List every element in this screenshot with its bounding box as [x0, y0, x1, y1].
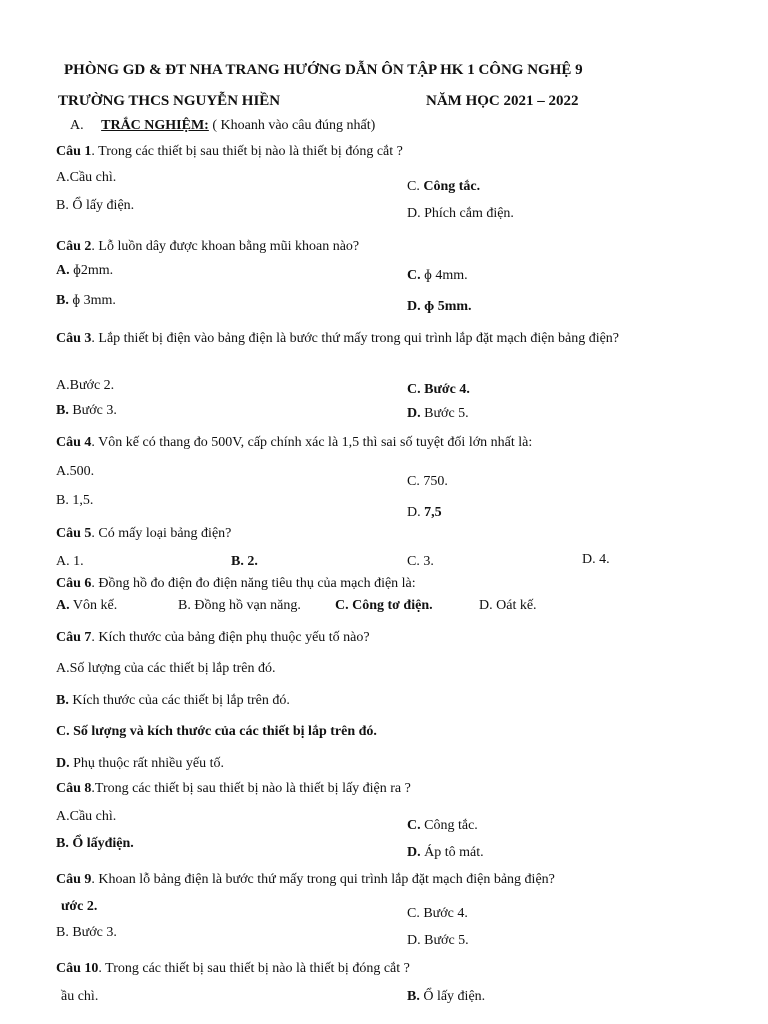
question-3	[56, 328, 696, 350]
option-text: Ổ lấy điện.	[68, 198, 135, 213]
option-key: D.	[407, 406, 421, 421]
option-key: C.	[407, 474, 420, 489]
option-text: 7,5	[420, 505, 442, 520]
q7-option-c[interactable]	[56, 724, 377, 740]
option-key: A.	[56, 170, 70, 185]
option-text: Số lượng và kích thước của các thiết bị lắp trên đó.	[69, 724, 377, 739]
q3-option-d[interactable]	[407, 406, 469, 422]
option-text: Công tắc.	[419, 179, 481, 194]
q10-option-a[interactable]	[61, 989, 98, 1005]
question-text: . Kích thước của bảng điện phụ thuộc yếu tố nào?	[91, 630, 370, 645]
q4-option-a[interactable]	[56, 464, 94, 480]
question-text: . Đồng hồ đo điện đo điện năng tiêu thụ của mạch điện là:	[91, 576, 416, 591]
q8-option-a[interactable]	[56, 809, 116, 825]
header-line-1: PHÒNG GD & ĐT NHA TRANG HƯỚNG DẪN ÔN TẬP HK 1 CÔNG NGHỆ 9	[64, 62, 583, 78]
option-key: B.	[407, 989, 420, 1004]
q1-option-c[interactable]	[407, 179, 480, 195]
option-key: C.	[335, 598, 349, 613]
option-text: Cầu chì.	[69, 809, 117, 824]
q8-option-c[interactable]	[407, 818, 478, 834]
question-label: Câu 6	[56, 576, 92, 591]
q1-option-b[interactable]	[56, 198, 134, 214]
q5-option-a[interactable]	[56, 554, 84, 570]
option-key: B.	[56, 836, 69, 851]
question-text: . Lỗ luồn dây được khoan bằng mũi khoan nào?	[91, 239, 360, 254]
question-5	[56, 526, 231, 542]
option-key: A.	[56, 809, 70, 824]
option-text: Cầu chì.	[69, 170, 117, 185]
option-key: D.	[407, 845, 421, 860]
q7-option-d[interactable]	[56, 756, 224, 772]
option-key: B.	[56, 293, 69, 308]
option-text: Bước 4.	[420, 382, 470, 397]
option-key: B.	[231, 554, 244, 569]
q2-option-d[interactable]	[407, 299, 472, 315]
question-8	[56, 781, 411, 797]
q3-option-c[interactable]	[407, 382, 470, 398]
q5-option-d[interactable]	[582, 552, 610, 568]
q6-option-b[interactable]	[178, 598, 301, 614]
option-text: Đồng hồ vạn năng.	[190, 598, 301, 613]
q10-option-b[interactable]	[407, 989, 485, 1005]
q4-option-c[interactable]	[407, 474, 448, 490]
q1-option-a[interactable]	[56, 170, 116, 186]
option-key: D.	[479, 598, 493, 613]
option-key: C.	[407, 268, 421, 283]
option-text: 3.	[419, 554, 434, 569]
question-label: Câu 1	[56, 144, 92, 159]
question-text: . Trong các thiết bị sau thiết bị nào là thiết bị đóng cắt ?	[98, 961, 410, 976]
option-key: D.	[56, 756, 70, 771]
option-key: D.	[407, 299, 421, 314]
option-text: Kích thước của các thiết bị lắp trên đó.	[68, 693, 290, 708]
q9-option-a[interactable]	[61, 899, 97, 915]
q6-option-c[interactable]	[335, 598, 433, 614]
option-text: Phụ thuộc rất nhiều yếu tố.	[69, 756, 224, 771]
question-label: Câu 5	[56, 526, 92, 541]
section-note: ( Khoanh vào câu đúng nhất)	[208, 118, 376, 133]
question-label: Câu 7	[56, 630, 92, 645]
q7-option-b[interactable]	[56, 693, 290, 709]
option-key: C.	[407, 179, 420, 194]
question-label: Câu 10	[56, 961, 99, 976]
q5-option-c[interactable]	[407, 554, 434, 570]
option-key: B.	[56, 693, 69, 708]
option-text: ầu chì.	[61, 989, 99, 1004]
question-label: Câu 4	[56, 435, 92, 450]
option-text: Công tơ điện.	[348, 598, 433, 613]
option-key: C.	[407, 906, 420, 921]
question-label: Câu 3	[56, 331, 92, 346]
option-key: D.	[407, 505, 421, 520]
option-text: 500.	[69, 464, 95, 479]
question-text: .Trong các thiết bị sau thiết bị nào là thiết bị lấy điện ra ?	[91, 781, 411, 796]
q4-option-d[interactable]	[407, 505, 442, 521]
option-text: 750.	[419, 474, 448, 489]
option-text: Oát kế.	[492, 598, 537, 613]
question-6	[56, 576, 416, 592]
option-key: B.	[56, 925, 69, 940]
option-text: Ổ lấy điện.	[419, 989, 486, 1004]
section-letter: A.	[70, 118, 84, 133]
section-heading	[70, 118, 375, 134]
question-label: Câu 2	[56, 239, 92, 254]
option-key: C.	[407, 554, 420, 569]
question-text: . Có mấy loại bảng điện?	[91, 526, 232, 541]
q2-option-b[interactable]	[56, 293, 116, 309]
option-key: B.	[56, 198, 69, 213]
option-key: A.	[56, 598, 70, 613]
option-text: 1,5.	[68, 493, 94, 508]
q8-option-d[interactable]	[407, 845, 484, 861]
option-text: Vôn kế.	[69, 598, 118, 613]
question-7	[56, 630, 370, 646]
option-text: ước 2.	[61, 899, 98, 914]
option-text: Công tắc.	[420, 818, 478, 833]
q5-option-b[interactable]	[231, 554, 258, 570]
q4-option-b[interactable]	[56, 493, 93, 509]
option-key: C.	[407, 818, 421, 833]
question-4	[56, 435, 532, 451]
q8-option-b[interactable]	[56, 836, 134, 852]
section-title: TRẮC NGHIỆM:	[101, 118, 209, 133]
q3-option-a[interactable]	[56, 378, 114, 394]
question-label: Câu 9	[56, 872, 92, 887]
option-text: 4.	[595, 552, 610, 567]
option-text: ɸ 5mm.	[420, 299, 472, 314]
q9-option-d[interactable]	[407, 933, 469, 949]
option-key: A.	[56, 263, 70, 278]
option-key: B.	[56, 403, 69, 418]
option-text: ɸ2mm.	[69, 263, 114, 278]
option-text: 1.	[69, 554, 84, 569]
option-key: A.	[56, 378, 70, 393]
question-text: . Vôn kế có thang đo 500V, cấp chính xác là 1,5 thì sai số tuyệt đối lớn nhất là:	[91, 435, 533, 450]
option-text: ɸ 3mm.	[68, 293, 116, 308]
option-text: Bước 5.	[420, 406, 469, 421]
q9-option-c[interactable]	[407, 906, 468, 922]
question-label: Câu 8	[56, 781, 92, 796]
school-year: NĂM HỌC 2021 – 2022	[426, 93, 579, 109]
school-name: TRƯỜNG THCS NGUYỄN HIỀN	[58, 93, 281, 109]
option-key: A.	[56, 661, 70, 676]
option-key: D.	[407, 933, 421, 948]
question-2	[56, 239, 359, 255]
q9-option-b[interactable]	[56, 925, 117, 941]
option-key: A.	[56, 554, 70, 569]
q1-option-d[interactable]	[407, 206, 514, 222]
q3-option-b[interactable]	[56, 403, 117, 419]
q6-option-d[interactable]	[479, 598, 537, 614]
option-text: Bước 4.	[419, 906, 468, 921]
question-text: . Khoan lỗ bảng điện là bước thứ mấy trong qui trình lắp đặt mạch điện bảng điện?	[91, 872, 555, 887]
option-key: B.	[56, 493, 69, 508]
option-text: Bước 2.	[69, 378, 115, 393]
option-key: D.	[407, 206, 421, 221]
option-key: C.	[56, 724, 70, 739]
option-text: Áp tô mát.	[420, 845, 484, 860]
q6-option-a[interactable]	[56, 598, 117, 614]
question-1	[56, 144, 403, 160]
option-text: Bước 5.	[420, 933, 469, 948]
option-key: C.	[407, 382, 421, 397]
option-key: B.	[178, 598, 191, 613]
option-text: Bước 3.	[68, 403, 117, 418]
question-text: . Lắp thiết bị điện vào bảng điện là bước thứ mấy trong qui trình lắp đặt mạch điện bảng điện?	[91, 331, 620, 346]
q2-option-a[interactable]	[56, 263, 113, 279]
option-key: A.	[56, 464, 70, 479]
question-9	[56, 872, 555, 888]
option-text: Ổ lấyđiện.	[68, 836, 134, 851]
q2-option-c[interactable]	[407, 268, 468, 284]
option-text: Phích cắm điện.	[420, 206, 514, 221]
q7-option-a[interactable]	[56, 661, 276, 677]
option-text: Bước 3.	[68, 925, 117, 940]
option-text: Số lượng của các thiết bị lắp trên đó.	[69, 661, 276, 676]
option-key: D.	[582, 552, 596, 567]
question-text: . Trong các thiết bị sau thiết bị nào là thiết bị đóng cắt ?	[91, 144, 403, 159]
option-text: 2.	[243, 554, 258, 569]
question-10	[56, 961, 410, 977]
option-text: ɸ 4mm.	[420, 268, 468, 283]
